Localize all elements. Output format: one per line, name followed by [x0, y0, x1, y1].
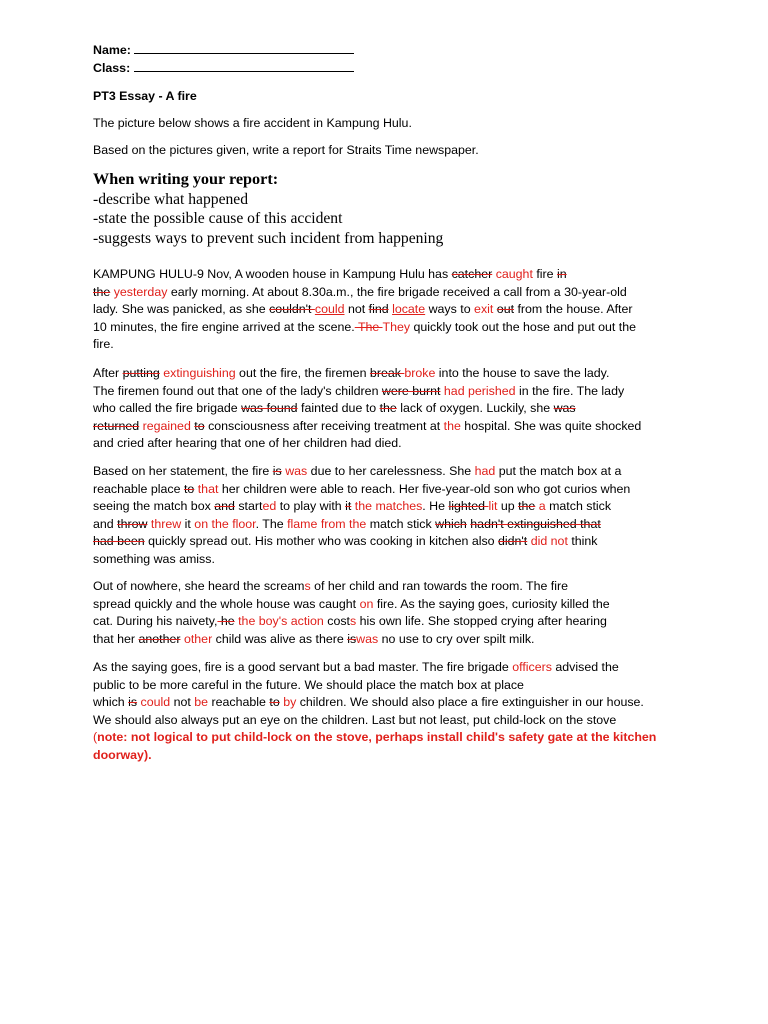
essay-text: . He	[422, 499, 449, 514]
essay-text: fire.	[93, 337, 114, 352]
essay-text: cat. During his naivety,	[93, 614, 218, 629]
deleted-text: The	[354, 319, 383, 334]
essay-text: not	[170, 695, 195, 710]
essay-line	[93, 365, 683, 383]
essay-text: out the fire, the firemen	[235, 366, 370, 380]
essay-text: reachable place	[93, 481, 184, 496]
correction-text: was	[285, 464, 308, 478]
correction-text: the	[443, 418, 461, 433]
essay-line	[93, 400, 683, 418]
correction-text: could	[140, 695, 171, 710]
essay-text: children. We should also place a fire extinguisher in our house.	[296, 695, 644, 710]
essay-paragraph-1	[93, 266, 683, 354]
deleted-text: it	[345, 499, 352, 514]
essay-line	[93, 418, 683, 436]
essay-text: quickly spread out. His mother who was cooking in kitchen also	[144, 534, 498, 549]
correction-text: exit	[474, 302, 494, 317]
name-class-block	[93, 42, 683, 77]
essay-line	[93, 578, 683, 596]
essay-text: As the saying goes, fire is a good servant but a bad master. The fire brigade	[93, 660, 513, 674]
essay-text: match stick	[366, 516, 436, 531]
correction-text: regained	[142, 418, 191, 433]
correction-text: by	[283, 695, 297, 710]
deleted-text: the	[379, 401, 397, 416]
report-guide	[93, 170, 683, 248]
deleted-text: had been	[93, 534, 145, 549]
instruction-text: Based on the pictures given, write a report for Straits Time newspaper.	[93, 143, 479, 157]
correction-text: on	[359, 596, 374, 611]
essay-line	[93, 596, 683, 614]
correction-text: other	[183, 631, 213, 646]
essay-text: seeing the match box	[93, 499, 215, 514]
deleted-text: the	[518, 499, 536, 514]
essay-text: fire	[532, 267, 557, 281]
guide-heading: When writing your report:	[93, 170, 279, 188]
deleted-text: and	[214, 499, 235, 514]
essay-line	[93, 613, 683, 631]
correction-text: They	[382, 319, 411, 334]
deleted-text: the	[93, 284, 111, 299]
essay-line	[93, 284, 683, 302]
correction-text: ed	[262, 499, 277, 514]
correction-text: was	[356, 631, 379, 646]
deleted-text: he	[217, 614, 235, 629]
deleted-text: is	[347, 631, 357, 646]
deleted-text: to	[183, 481, 195, 496]
class-blank-line	[134, 60, 354, 72]
correction-text: (	[93, 730, 98, 745]
essay-line	[93, 516, 683, 534]
essay-line	[93, 729, 683, 747]
correction-text: yesterday	[113, 284, 168, 299]
essay-text: up	[497, 499, 519, 514]
deleted-text: out	[496, 302, 515, 317]
deleted-text: which	[435, 516, 467, 531]
correction-text: had perished	[443, 383, 516, 398]
essay-text: his own life. She stopped crying after hearing	[356, 614, 607, 629]
essay-text: that her	[93, 631, 139, 646]
deleted-text: catcher	[451, 267, 493, 281]
name-line	[93, 42, 683, 60]
essay-text: The firemen found out that one of the lady's children	[93, 383, 382, 398]
essay-line	[93, 694, 683, 712]
correction-text: had	[474, 464, 496, 478]
essay-text: reachable	[208, 695, 270, 710]
correction-text: note: not logical to put child-lock on the stove, perhaps install child's safety gate at the kitchen	[97, 730, 657, 745]
correction-text: on the floor	[194, 516, 256, 531]
essay-text: Out of nowhere, she heard the scream	[93, 579, 305, 593]
essay-text: from the house. After	[514, 302, 633, 317]
deleted-text: didn't	[498, 534, 528, 549]
deleted-text: was	[553, 401, 576, 416]
essay-text: . The	[255, 516, 288, 531]
correction-text: s	[350, 614, 357, 629]
essay-text: lack of oxygen. Luckily, she	[396, 401, 554, 416]
essay-text: think	[567, 534, 598, 549]
essay-text: ways to	[425, 302, 475, 317]
essay-text: and	[93, 516, 118, 531]
deleted-text: find	[368, 302, 389, 317]
essay-text: We should also always put an eye on the children. Last but not least, put child-lock on the stove	[93, 712, 617, 727]
essay-paragraph-3	[93, 463, 683, 569]
deleted-text: is	[272, 464, 282, 478]
essay-text: something was amiss.	[93, 551, 215, 566]
essay-paragraph-2	[93, 365, 683, 453]
essay-line	[93, 747, 683, 765]
essay-line	[93, 266, 683, 284]
deleted-text: returned	[93, 418, 140, 433]
deleted-text: were burnt	[381, 383, 441, 398]
deleted-text: to	[269, 695, 280, 710]
essay-line	[93, 383, 683, 401]
essay-text: it	[181, 516, 195, 531]
deleted-text: is	[128, 695, 138, 710]
essay-text: and cried after hearing that one of her children had died.	[93, 436, 402, 451]
essay-text: hospital. She was quite shocked	[460, 418, 642, 433]
essay-text: cost	[323, 614, 350, 629]
essay-line	[93, 319, 683, 337]
correction-text: a	[538, 499, 546, 514]
deleted-text: another	[138, 631, 181, 646]
essay-title: PT3 Essay - A fire	[93, 89, 197, 103]
class-line	[93, 60, 683, 78]
deleted-text: putting	[122, 366, 160, 380]
deleted-text: hadn't extinguished that	[470, 516, 601, 531]
essay-paragraph-5	[93, 659, 683, 765]
deleted-text: to	[194, 418, 205, 433]
essay-text: Based on her statement, the fire	[93, 464, 273, 478]
correction-text: broke	[404, 366, 436, 380]
essay-text: due to her carelessness. She	[307, 464, 475, 478]
essay-text: child was alive as there	[212, 631, 348, 646]
essay-line	[93, 533, 683, 551]
essay-line	[93, 631, 683, 649]
correction-text: caught	[495, 267, 533, 281]
correction-text: s	[304, 579, 311, 593]
deleted-text: throw	[117, 516, 148, 531]
essay-text: 10 minutes, the fire engine arrived at the scene.	[93, 319, 355, 334]
correction-text: locate	[392, 302, 426, 317]
correction-text: lit	[488, 499, 498, 514]
essay-text: consciousness after receiving treatment at	[204, 418, 444, 433]
correction-text: officers	[512, 660, 552, 674]
essay-line	[93, 551, 683, 569]
essay-line	[93, 435, 683, 453]
essay-text: After	[93, 366, 123, 380]
essay-text: into the house to save the lady.	[435, 366, 610, 380]
essay-text: lady. She was panicked, as she	[93, 302, 270, 317]
essay-text: start	[234, 499, 263, 514]
essay-text: not	[344, 302, 369, 317]
correction-text: could	[314, 302, 345, 317]
essay-paragraph-4	[93, 578, 683, 648]
essay-text: who called the fire brigade	[93, 401, 242, 416]
deleted-text: in	[557, 267, 567, 281]
essay-line	[93, 498, 683, 516]
essay-text: in the fire. The lady	[515, 383, 625, 398]
essay-text: no use to cry over spilt milk.	[378, 631, 535, 646]
essay-text: fainted due to	[297, 401, 380, 416]
essay-line	[93, 463, 683, 481]
essay-text: which	[93, 695, 129, 710]
essay-line	[93, 659, 683, 677]
essay-text: quickly took out the hose and put out the	[410, 319, 637, 334]
correction-text: that	[197, 481, 219, 496]
essay-text: to play with	[276, 499, 346, 514]
deleted-text: lighted	[448, 499, 489, 514]
correction-text: be	[194, 695, 209, 710]
deleted-text: break	[369, 366, 405, 380]
essay-text: of her child and ran towards the room. The fire	[310, 579, 569, 593]
correction-text: did not	[530, 534, 568, 549]
guide-item: -describe what happened	[93, 190, 249, 208]
essay-text: advised the	[551, 660, 619, 674]
essay-line	[93, 301, 683, 319]
correction-text: the matches	[354, 499, 423, 514]
essay-text: public to be more careful in the future. We should place the match box at place	[93, 677, 524, 692]
deleted-text: couldn't	[269, 302, 315, 317]
intro-text: The picture below shows a fire accident in Kampung Hulu.	[93, 116, 412, 130]
correction-text: doorway).	[93, 747, 152, 762]
guide-item: -suggests ways to prevent such incident from happening	[93, 229, 444, 247]
correction-text: flame from the	[287, 516, 367, 531]
essay-text: her children were able to reach. Her five-year-old son who got curios when	[218, 481, 631, 496]
class-label: Class:	[93, 60, 131, 75]
deleted-text: was found	[241, 401, 298, 416]
essay-text: put the match box at a	[495, 464, 622, 478]
name-blank-line	[134, 42, 354, 54]
essay-line	[93, 712, 683, 730]
essay-line	[93, 336, 683, 354]
essay-text: spread quickly and the whole house was caught	[93, 596, 360, 611]
guide-item: -state the possible cause of this accident	[93, 210, 343, 227]
correction-text: extinguishing	[163, 366, 236, 380]
essay-line	[93, 481, 683, 499]
essay-line	[93, 677, 683, 695]
name-label: Name:	[93, 43, 131, 57]
correction-text: the boy's action	[238, 614, 324, 629]
essay-text: fire. As the saying goes, curiosity killed the	[373, 596, 610, 611]
essay-text: KAMPUNG HULU-9 Nov, A wooden house in Kampung Hulu has	[93, 267, 452, 281]
correction-text: threw	[150, 516, 182, 531]
essay-text: match stick	[545, 499, 612, 514]
essay-text: early morning. At about 8.30a.m., the fire brigade received a call from a 30-year-old	[167, 284, 627, 299]
